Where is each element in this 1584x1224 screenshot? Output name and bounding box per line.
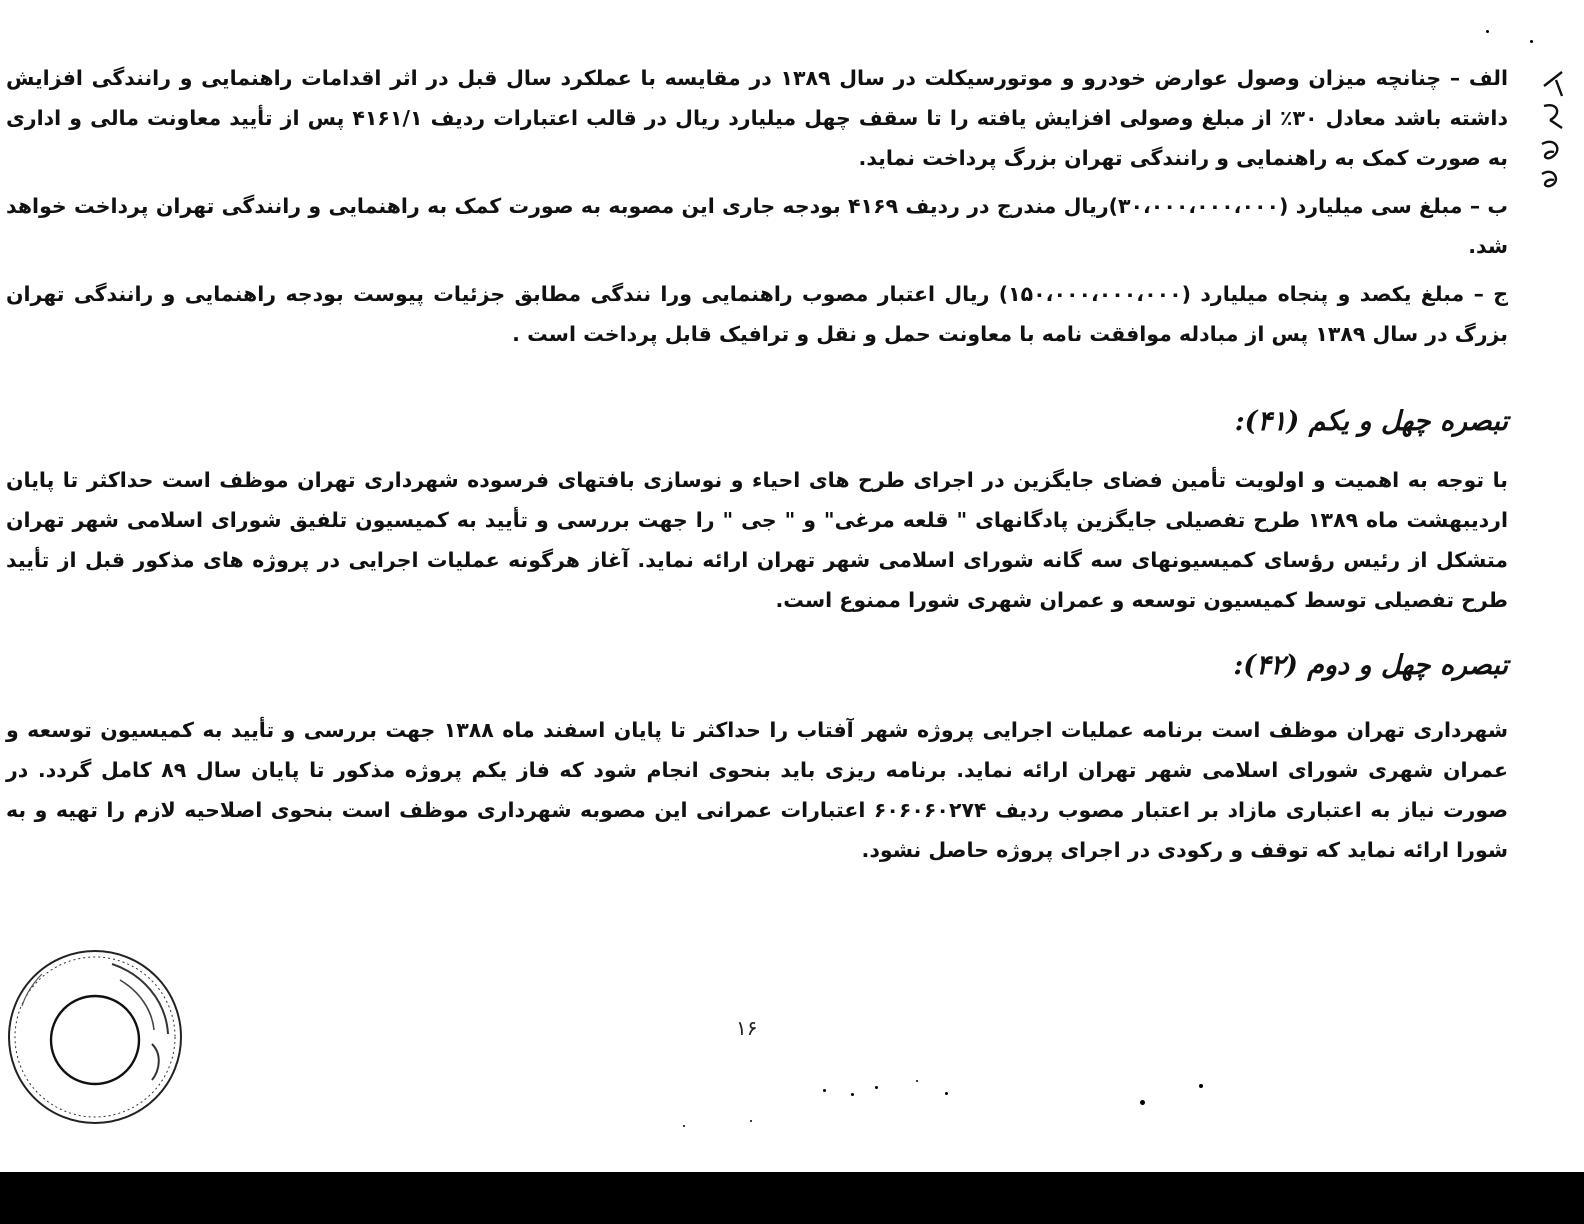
note42-block [6,710,1508,870]
scan-speck [1486,30,1489,33]
item-be: ب – مبلغ سی میلیارد (۳۰،۰۰۰،۰۰۰،۰۰۰)ریال مندرج در ردیف ۴۱۶۹ بودجه جاری این مصوبه به صورت کمک به راهنمایی و رانندگی تهران پرداخت خواهد شد. [6,194,1508,258]
scan-bottom-band [0,1172,1584,1224]
scan-speck [750,1120,752,1122]
scan-speck [916,1080,918,1082]
item-alef: الف – چنانچه میزان وصول عوارض خودرو و موتورسیکلت در سال ۱۳۸۹ در مقایسه با عملکرد سال قبل در اثر اقدامات راهنمایی و رانندگی افزایش داشته باشد معادل ۳۰٪ از مبلغ وصولی افزایش یافته را تا سقف چهل میلیارد ریال در قالب اعتبارات ردیف ۴۱۶۱/۱ پس از تأیید معاونت مالی و اداری به صورت کمک به راهنمایی و رانندگی تهران بزرگ پرداخت نماید. [6,66,1508,170]
handwritten-margin-note [1532,62,1572,202]
scan-speck [875,1086,878,1089]
item-jim: ج – مبلغ یکصد و پنجاه میلیارد (۱۵۰،۰۰۰،۰۰۰،۰۰۰) ریال اعتبار مصوب راهنمایی ورا نندگی مطابق جزئیات پیوست بودجه راهنمایی و رانندگی تهران بزرگ در سال ۱۳۸۹ پس از مبادله موافقت نامه با معاونت حمل و نقل و ترافیک قابل پرداخت است . [6,282,1508,346]
page-number: ۱۶ [736,1016,758,1040]
note42-body: شهرداری تهران موظف است برنامه عملیات اجرایی پروژه شهر آفتاب را حداکثر تا پایان اسفند ماه ۱۳۸۸ جهت بررسی و تأیید به کمیسیون توسعه و عمران شهری شورای اسلامی شهر تهران ارائه نماید. برنامه ریزی باید بنحوی انجام شود که فاز یکم پروژه مذکور تا پایان سال ۸۹ کامل گردد. در صورت نیاز به اعتباری مازاد بر اعتبار مصوب ردیف ۶۰۶۰۶۰۲۷۴ اعتبارات عمرانی این مصوبه شهرداری موظف است بنحوی اصلاحیه لازم را تهیه و به شورا ارائه نماید که توقف و رکودی در اجرای پروژه حاصل نشود. [6,718,1509,862]
scan-speck [823,1089,826,1092]
items-block [6,58,1508,354]
note42-heading: تبصره چهل و دوم (۴۲): [1233,650,1508,681]
scan-speck [1199,1084,1203,1088]
note41-block [6,460,1508,620]
scan-speck [945,1092,948,1095]
scan-speck [1140,1100,1145,1105]
note41-body: با توجه به اهمیت و اولویت تأمین فضای جایگزین در اجرای طرح های احیاء و نوسازی بافتهای فرسوده شهرداری تهران موظف است حداکثر تا پایان اردیبهشت ماه ۱۳۸۹ طرح تفصیلی جایگزین پادگانهای " قلعه مرغی" و " جی " را جهت بررسی و تأیید به کمیسیون تلفیق شورای اسلامی شهر تهران متشکل از رئیس رؤسای کمیسیونهای سه گانه شورای اسلامی شهر تهران ارائه نماید. آغاز هرگونه عملیات اجرایی در پروژه های مذکور قبل از تأیید طرح تفصیلی توسط کمیسیون توسعه و عمران شهری شورا ممنوع است. [6,468,1508,612]
council-seal-stamp [2,944,188,1130]
scan-speck [851,1093,854,1096]
scan-speck [1530,40,1533,43]
note41-heading: تبصره چهل و یکم (۴۱): [1234,406,1508,437]
scan-speck [683,1125,685,1127]
